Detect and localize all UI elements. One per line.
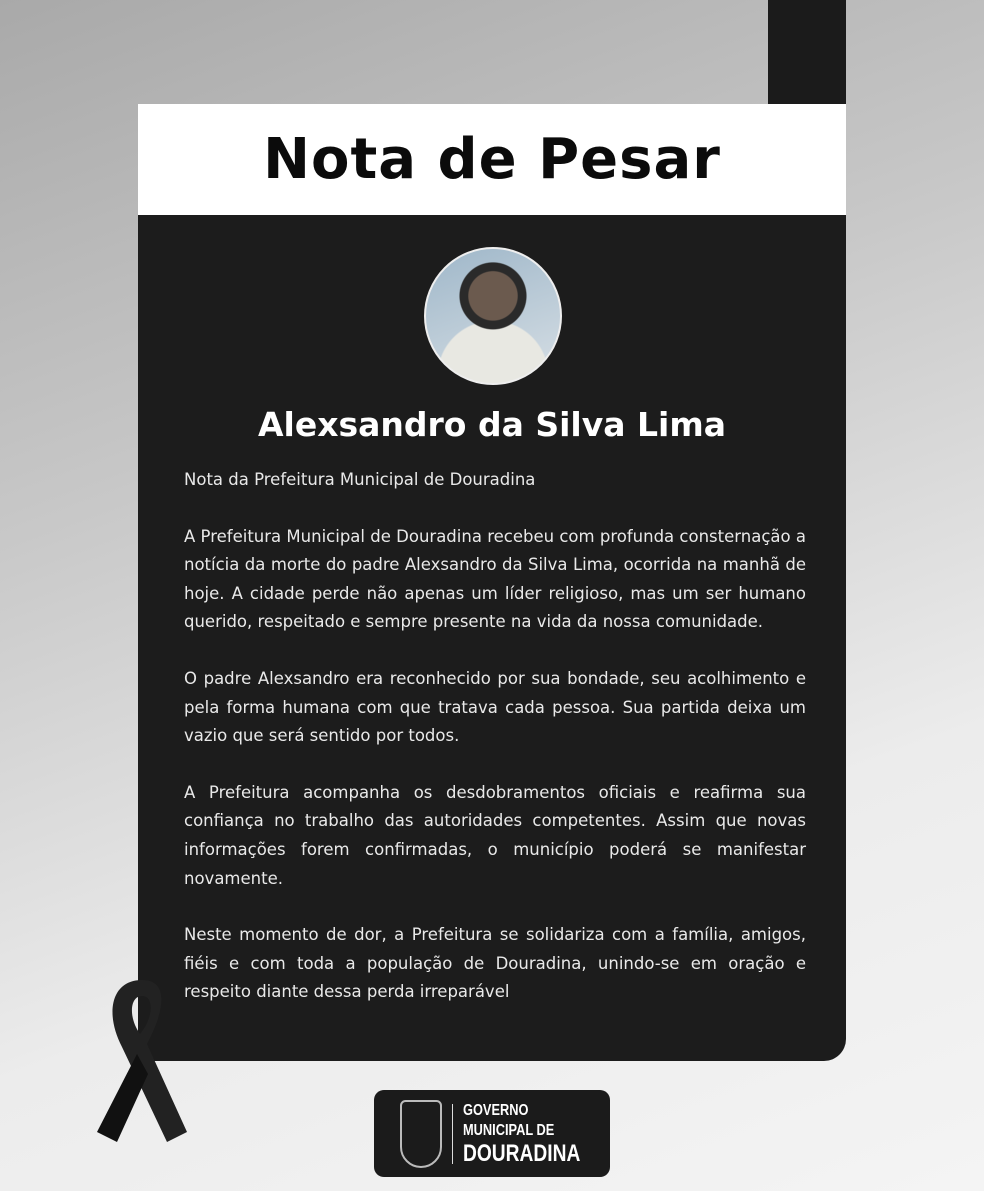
logo-line: DOURADINA bbox=[463, 1139, 581, 1167]
deceased-name: Alexsandro da Silva Lima bbox=[257, 405, 726, 444]
logo-line: GOVERNO bbox=[463, 1101, 529, 1119]
paragraph: A Prefeitura Municipal de Douradina recebeu com profunda consternação a notícia da morte do padre Alexsandro da Silva Lima, ocorrida na manhã de hoje. A cidade perde não apenas um líder religioso, mas um ser humano querido, respeitado e sempre presente na vida da nossa comunidade. bbox=[184, 526, 806, 632]
logo-text bbox=[463, 1101, 580, 1167]
portrait-photo bbox=[424, 247, 562, 385]
notice-card bbox=[138, 215, 846, 1061]
logo-line: MUNICIPAL DE bbox=[463, 1121, 555, 1139]
paragraph: Neste momento de dor, a Prefeitura se solidariza com a família, amigos, fiéis e com toda a população de Douradina, unindo-se em oração e respeito diante dessa perda irreparável bbox=[184, 925, 806, 1002]
title-banner bbox=[138, 104, 846, 215]
government-logo bbox=[374, 1090, 610, 1177]
intro-line: Nota da Prefeitura Municipal de Douradina bbox=[184, 470, 536, 489]
paragraph: A Prefeitura acompanha os desdobramentos oficiais e reafirma sua confiança no trabalho das autoridades competentes. Assim que novas informações forem confirmadas, o município poderá se manifestar novamente. bbox=[184, 782, 806, 888]
page-title: Nota de Pesar bbox=[263, 127, 721, 192]
mourning-ribbon-icon bbox=[92, 972, 192, 1152]
municipal-crest-icon bbox=[400, 1100, 442, 1168]
notice-body bbox=[184, 466, 806, 1035]
divider bbox=[452, 1104, 453, 1164]
paragraph: O padre Alexsandro era reconhecido por sua bondade, seu acolhimento e pela forma humana com que tratava cada pessoa. Sua partida deixa um vazio que será sentido por todos. bbox=[184, 668, 806, 746]
